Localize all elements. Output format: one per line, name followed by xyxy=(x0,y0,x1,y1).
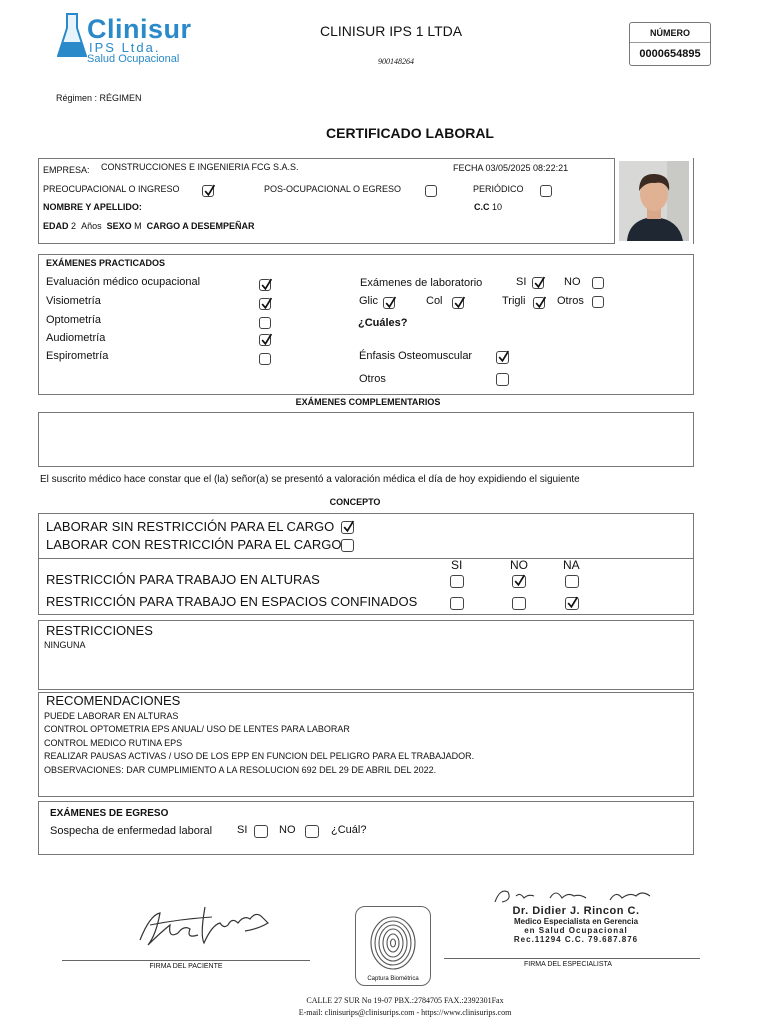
recomendaciones-box xyxy=(38,692,694,797)
cc-field xyxy=(474,202,502,212)
stamp-line: Rec.11294 C.C. 79.687.876 xyxy=(513,935,639,944)
edad-row xyxy=(43,221,254,231)
fingerprint-icon xyxy=(365,911,421,973)
fecha: FECHA 03/05/2025 08:22:21 xyxy=(453,163,569,173)
recomendacion-line: CONTROL MEDICO RUTINA EPS xyxy=(44,738,183,748)
alturas-label: RESTRICCIÓN PARA TRABAJO EN ALTURAS xyxy=(46,572,320,587)
alturas-no-checkbox[interactable] xyxy=(512,575,526,588)
col-na-header: NA xyxy=(563,558,580,572)
preocupacional-label: PREOCUPACIONAL O INGRESO xyxy=(43,184,180,194)
sexo-label: SEXO xyxy=(106,221,132,231)
check-icon xyxy=(566,596,579,609)
alturas-si-checkbox[interactable] xyxy=(450,575,464,588)
numero-box xyxy=(629,22,711,66)
check-icon xyxy=(384,296,397,309)
patient-photo-image xyxy=(619,161,689,241)
exam-audiometria-checkbox[interactable] xyxy=(259,334,271,346)
empresa-label: EMPRESA: xyxy=(43,165,90,175)
check-icon xyxy=(260,297,273,310)
complementarios-box xyxy=(38,412,694,467)
lab-no-label: NO xyxy=(564,276,581,288)
egreso-no-label: NO xyxy=(279,824,296,836)
exam-optometria-label: Optometría xyxy=(46,314,102,326)
check-icon xyxy=(534,296,547,309)
check-icon xyxy=(260,333,273,346)
sexo-value: M xyxy=(134,221,142,231)
nombre-label: NOMBRE Y APELLIDO: xyxy=(43,202,142,212)
footer-address: CALLE 27 SUR No 19-07 PBX.:2784705 FAX.:2392301Fax xyxy=(306,996,504,1005)
sin-restriccion-label: LABORAR SIN RESTRICCIÓN PARA EL CARGO xyxy=(46,519,335,534)
cc-label: C.C xyxy=(474,202,490,212)
lab-no-checkbox[interactable] xyxy=(592,277,604,289)
sospecha-label: Sospecha de enfermedad laboral xyxy=(50,825,213,837)
con-restriccion-label: LABORAR CON RESTRICCIÓN PARA EL CARGO xyxy=(46,537,342,552)
specialist-stamp xyxy=(486,905,666,944)
sin-restriccion-checkbox[interactable] xyxy=(341,521,354,534)
confinados-no-checkbox[interactable] xyxy=(512,597,526,610)
biometric-box xyxy=(355,906,431,986)
egreso-si-label: SI xyxy=(237,824,248,836)
exam-optometria-checkbox[interactable] xyxy=(259,317,271,329)
footer-contact: E-mail: clinisurips@clinisurips.com - https://www.clinisurips.com xyxy=(298,1008,512,1017)
col-checkbox[interactable] xyxy=(452,297,464,309)
empresa-value: CONSTRUCCIONES E INGENIERIA FCG S.A.S. xyxy=(101,162,299,172)
otros-lab-label: Otros xyxy=(557,295,584,307)
cc-value: 10 xyxy=(492,202,503,212)
patient-photo xyxy=(614,158,693,244)
col-no-header: NO xyxy=(510,558,528,572)
exam-visiometria-label: Visiometría xyxy=(46,295,101,307)
page-title: CERTIFICADO LABORAL xyxy=(326,125,494,141)
stamp-line: en Salud Ocupacional xyxy=(524,926,628,935)
logo-tagline: Salud Ocupacional xyxy=(87,53,180,65)
check-icon xyxy=(513,574,526,587)
especialista-label: FIRMA DEL ESPECIALISTA xyxy=(524,961,612,968)
egreso-si-checkbox[interactable] xyxy=(254,825,268,838)
exam-audiometria-label: Audiometría xyxy=(46,332,106,344)
cargo-label: CARGO A DESEMPEÑAR xyxy=(146,221,255,231)
confinados-si-checkbox[interactable] xyxy=(450,597,464,610)
recomendacion-line: OBSERVACIONES: DAR CUMPLIMIENTO A LA RESOLUCION 692 DEL 29 DE ABRIL DEL 2022. xyxy=(44,765,437,775)
check-icon xyxy=(497,350,510,363)
company-name: CLINISUR IPS 1 LTDA xyxy=(320,23,463,39)
egreso-box xyxy=(38,801,694,855)
recomendacion-line: PUEDE LABORAR EN ALTURAS xyxy=(44,711,179,721)
cuales-label: ¿Cuáles? xyxy=(358,317,408,329)
concepto-title: CONCEPTO xyxy=(329,497,381,507)
exam-visiometria-checkbox[interactable] xyxy=(259,298,271,310)
col-si-header: SI xyxy=(451,558,463,572)
glic-checkbox[interactable] xyxy=(383,297,395,309)
logo-sub-text: IPS Ltda. xyxy=(89,40,161,55)
otros-label: Otros xyxy=(359,373,386,385)
exam-espirometria-label: Espirometría xyxy=(46,350,109,362)
patient-signature-line xyxy=(62,960,310,961)
periodico-label: PERIÓDICO xyxy=(473,184,524,194)
logo-main-text: Clinisur xyxy=(87,14,192,44)
statement: El suscrito médico hace constar que el (la) señor(a) se presentó a valoración médica el día de hoy expidiendo el siguiente xyxy=(40,474,580,485)
cual-label: ¿Cuál? xyxy=(331,824,367,836)
regimen: Régimen : RÉGIMEN xyxy=(56,93,142,103)
numero-label: NÚMERO xyxy=(650,28,690,38)
recomendacion-line: CONTROL OPTOMETRIA EPS ANUAL/ USO DE LENTES PARA LABORAR xyxy=(44,724,350,734)
trigli-checkbox[interactable] xyxy=(533,297,545,309)
restricciones-box xyxy=(38,620,694,690)
exam-evaluacion-checkbox[interactable] xyxy=(259,279,271,291)
stamp-line: Dr. Didier J. Rincon C. xyxy=(512,905,640,917)
confinados-na-checkbox[interactable] xyxy=(565,597,579,610)
otros-checkbox[interactable] xyxy=(496,373,509,386)
trigli-label: Trigli xyxy=(502,295,526,307)
alturas-na-checkbox[interactable] xyxy=(565,575,579,588)
restricciones-value: NINGUNA xyxy=(44,640,86,650)
patient-box xyxy=(38,158,694,244)
preocupacional-checkbox[interactable] xyxy=(202,185,214,197)
concepto-box xyxy=(38,513,694,615)
periodico-checkbox[interactable] xyxy=(540,185,552,197)
restricciones-title: RESTRICCIONES xyxy=(46,623,153,638)
lab-si-label: SI xyxy=(516,276,527,288)
specialist-signature-line xyxy=(444,958,700,959)
check-icon xyxy=(342,520,355,533)
paciente-label: FIRMA DEL PACIENTE xyxy=(149,963,223,970)
recomendaciones-title: RECOMENDACIONES xyxy=(46,693,181,708)
egreso-title: EXÁMENES DE EGRESO xyxy=(50,808,169,819)
enfasis-checkbox[interactable] xyxy=(496,351,509,364)
enfasis-label: Énfasis Osteomuscular xyxy=(359,350,473,362)
stamp-line: Medico Especialista en Gerencia xyxy=(513,917,639,926)
complementarios-title: EXÁMENES COMPLEMENTARIOS xyxy=(295,397,441,407)
edad-value: 2 xyxy=(71,221,77,231)
confinados-label: RESTRICCIÓN PARA TRABAJO EN ESPACIOS CONFINADOS xyxy=(46,594,418,609)
numero-value: 0000654895 xyxy=(639,48,701,60)
captura-label: Captura Biométrica xyxy=(367,976,419,982)
concepto-divider xyxy=(39,558,693,559)
anos-label: Años xyxy=(81,221,102,231)
egreso-no-checkbox[interactable] xyxy=(305,825,319,838)
exam-espirometria-checkbox[interactable] xyxy=(259,353,271,365)
recomendacion-line: REALIZAR PAUSAS ACTIVAS / USO DE LOS EPP EN FUNCION DEL PELIGRO PARA EL TRABAJADOR. xyxy=(44,751,475,761)
company-id: 900148264 xyxy=(378,57,414,66)
logo xyxy=(55,10,205,68)
check-icon xyxy=(453,296,466,309)
exams-box xyxy=(38,254,694,395)
posocupacional-label: POS-OCUPACIONAL O EGRESO xyxy=(264,184,402,194)
con-restriccion-checkbox[interactable] xyxy=(341,539,354,552)
flask-icon xyxy=(57,12,87,60)
lab-label: Exámenes de laboratorio xyxy=(360,277,483,289)
check-icon xyxy=(533,276,546,289)
patient-signature xyxy=(120,895,280,955)
check-icon xyxy=(203,184,216,197)
check-icon xyxy=(260,278,273,291)
exams-title: EXÁMENES PRACTICADOS xyxy=(46,258,166,268)
glic-label: Glic xyxy=(359,295,378,307)
lab-si-checkbox[interactable] xyxy=(532,277,544,289)
exam-evaluacion-label: Evaluación médico ocupacional xyxy=(46,276,201,288)
col-label: Col xyxy=(426,295,443,307)
otros-lab-checkbox[interactable] xyxy=(592,296,604,308)
posocupacional-checkbox[interactable] xyxy=(425,185,437,197)
edad-label: EDAD xyxy=(43,221,69,231)
